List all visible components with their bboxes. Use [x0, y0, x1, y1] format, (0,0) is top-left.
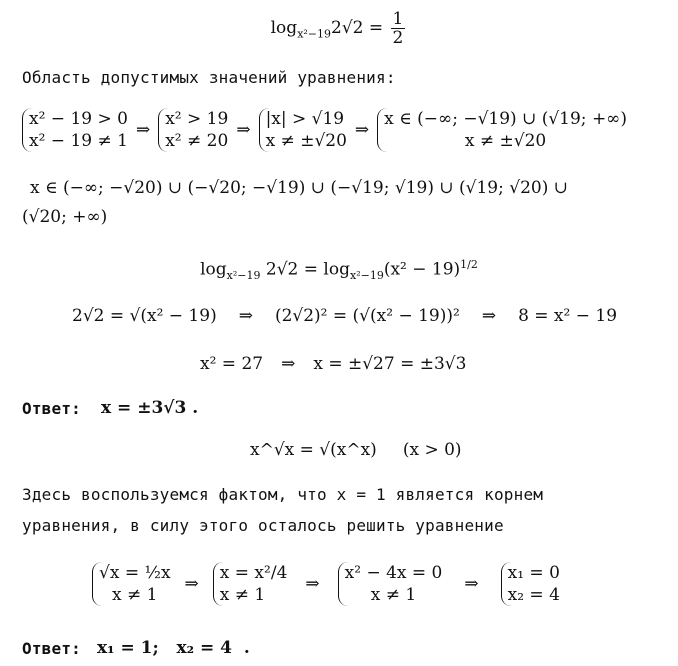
answer-2: [22, 638, 250, 658]
domain-heading: Область допустимых значений уравнения:: [22, 68, 396, 87]
main-equation: [0, 10, 678, 47]
second-equation-condition: (x > 0): [402, 440, 462, 460]
answer-1: [22, 398, 198, 418]
log-argument: (x² − 19): [383, 259, 461, 280]
log-operator: log: [200, 259, 227, 280]
system-1b-line1: x² > 19: [165, 109, 229, 129]
system-2d: [501, 562, 560, 606]
implies-arrow: ⇒: [281, 354, 296, 374]
system-2d-line1: x₁ = 0: [507, 563, 560, 583]
chain-step-3: 8 = x² − 19: [518, 306, 618, 326]
system-1a-line1: x² − 19 > 0: [29, 109, 128, 129]
answer-label: Ответ:: [22, 638, 81, 658]
implies-arrow: ⇒: [305, 574, 320, 594]
log-base: x²−19: [226, 269, 261, 283]
system-1d-line1: x ∈ (−∞; −√19) ∪ (√19; +∞): [384, 109, 627, 129]
system-2b: [213, 562, 288, 606]
system-2c-line1: x² − 4x = 0: [344, 563, 443, 583]
one-half-fraction: [391, 10, 406, 47]
system-1a: [22, 108, 128, 152]
system-2a-line2: x ≠ 1: [112, 585, 158, 605]
implies-arrow: ⇒: [464, 574, 479, 594]
x-square-chain: [200, 354, 466, 374]
system-1a-line2: x² − 19 ≠ 1: [29, 131, 128, 151]
implies-arrow: ⇒: [354, 120, 370, 140]
system-1c: [259, 108, 347, 152]
system-1b: [158, 108, 228, 152]
system-1d-line2: x ≠ ±√20: [464, 131, 547, 151]
system-2a: [92, 562, 171, 606]
log-operator: log: [270, 18, 298, 38]
answer-value: x₁ = 1; x₂ = 4 .: [97, 638, 250, 658]
implies-arrow: ⇒: [135, 120, 151, 140]
second-equation-expr: x^√x = √(x^x): [250, 440, 377, 460]
domain-union-line1: x ∈ (−∞; −√20) ∪ (−√20; −√19) ∪ (−√19; √19) ∪ (√19; √20) ∪: [30, 178, 568, 198]
fraction-numerator: 1: [392, 9, 404, 29]
power-exponent: 1/2: [460, 258, 478, 271]
implies-arrow: ⇒: [236, 120, 251, 140]
system-2b-line1: x = x²/4: [219, 563, 288, 583]
system-2d-line2: x₂ = 4: [507, 585, 560, 605]
x-square-step-1: x² = 27: [200, 354, 264, 374]
square-chain: [72, 306, 617, 326]
answer-label: Ответ:: [22, 398, 81, 418]
system-2c-line2: x ≠ 1: [370, 585, 417, 605]
x-square-step-2: x = ±√27 = ±3√3: [313, 354, 467, 374]
solve-system-chain: [92, 562, 560, 606]
system-1b-line2: x² ≠ 20: [165, 131, 229, 151]
system-2a-line1: √x = ½x: [99, 563, 171, 583]
note-line1: Здесь воспользуемся фактом, что x = 1 является корнем: [22, 485, 544, 504]
fraction-denominator: 2: [392, 28, 404, 48]
system-2b-line2: x ≠ 1: [219, 585, 266, 605]
log-base: x²−19: [297, 27, 332, 41]
log-equality: [0, 258, 678, 282]
second-equation: [250, 440, 462, 460]
domain-union-line2: (√20; +∞): [22, 207, 108, 227]
chain-step-2: (2√2)² = (√(x² − 19))²: [274, 306, 460, 326]
implies-arrow: ⇒: [481, 306, 497, 326]
answer-value: x = ±3√3 .: [101, 398, 199, 418]
domain-system-chain: [22, 108, 627, 152]
system-1c-line2: x ≠ ±√20: [265, 131, 347, 151]
main-equation-rest: 2√2 =: [331, 18, 389, 38]
log-base: x²−19: [349, 269, 384, 283]
system-1c-line1: |x| > √19: [265, 109, 345, 129]
note-line2: уравнения, в силу этого осталось решить уравнение: [22, 516, 504, 535]
chain-step-1: 2√2 = √(x² − 19): [72, 306, 217, 326]
implies-arrow: ⇒: [238, 306, 253, 326]
log-equality-middle: 2√2 = log: [260, 259, 350, 280]
system-2c: [338, 562, 443, 606]
implies-arrow: ⇒: [184, 574, 199, 594]
system-1d: [377, 108, 627, 152]
